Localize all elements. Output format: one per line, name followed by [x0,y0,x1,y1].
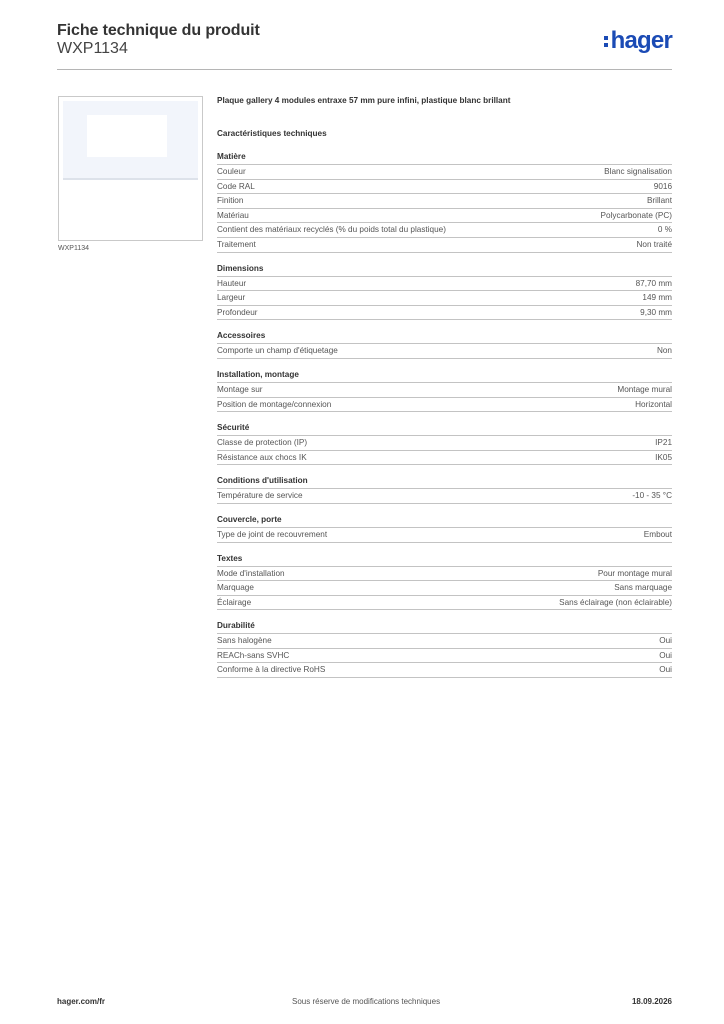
spec-label: Conforme à la directive RoHS [217,665,326,675]
spec-row [217,306,672,321]
spec-label: Résistance aux chocs IK [217,452,307,462]
spec-value: Sans éclairage (non éclairable) [559,597,672,607]
image-caption: WXP1134 [58,245,89,252]
hager-logo [604,27,672,55]
section-title: Sécurité [217,421,672,436]
section-title: Textes [217,552,672,567]
spec-section [217,329,672,359]
spec-value: Oui [659,636,672,646]
spec-value: IK05 [655,452,672,462]
logo-colon-icon [604,34,609,48]
spec-label: Hauteur [217,278,247,288]
product-description: Plaque gallery 4 modules entraxe 57 mm pure infini, plastique blanc brillant [217,96,511,105]
spec-label: Position de montage/connexion [217,399,332,409]
footer-website: hager.com/fr [57,997,106,1006]
spec-row [217,238,672,253]
spec-value: Embout [643,529,672,539]
spec-value: 0 % [657,225,672,235]
spec-value: Non traité [636,239,672,249]
spec-value: -10 - 35 °C [632,491,672,501]
spec-label: Type de joint de recouvrement [217,529,328,539]
spec-label: Mode d'installation [217,568,285,578]
product-reference: WXP1134 [57,40,128,57]
spec-row [217,451,672,466]
spec-section [217,513,672,543]
header-divider [57,69,672,70]
spec-value: Polycarbonate (PC) [600,210,672,220]
spec-value: Blanc signalisation [604,167,672,176]
section-title: Installation, montage [217,368,672,383]
spec-row [217,436,672,451]
spec-value: Pour montage mural [597,568,672,578]
spec-sections [217,150,672,678]
spec-row [217,489,672,504]
spec-label: Marquage [217,583,254,593]
spec-row [217,277,672,292]
spec-label: Classe de protection (IP) [217,438,308,448]
spec-row [217,223,672,238]
spec-label: Traitement [217,239,256,249]
spec-label: Couleur [217,167,246,176]
spec-value: Oui [659,650,672,660]
spec-label: Code RAL [217,181,255,191]
spec-value: 9,30 mm [640,307,672,317]
spec-row [217,344,672,359]
spec-value: 9016 [653,181,672,191]
document-title: Fiche technique du produit [57,22,260,39]
spec-label: Montage sur [217,384,263,394]
spec-row [217,634,672,649]
spec-row [217,596,672,611]
spec-section [217,474,672,504]
spec-row [217,663,672,678]
spec-section [217,552,672,611]
spec-label: Comporte un champ d'étiquetage [217,346,338,356]
spec-label: Profondeur [217,307,258,317]
spec-label: Finition [217,196,244,206]
spec-row [217,398,672,413]
spec-section [217,368,672,412]
spec-row [217,194,672,209]
section-title: Dimensions [217,262,672,277]
spec-label: Contient des matériaux recyclés (% du poids total du plastique) [217,225,446,235]
footer-disclaimer: Sous réserve de modifications techniques [292,997,441,1006]
section-title: Matière [217,150,672,165]
spec-row [217,291,672,306]
page-header [57,22,672,68]
spec-section [217,619,672,678]
specs-content [217,96,672,678]
spec-row [217,209,672,224]
spec-row [217,649,672,664]
section-title: Durabilité [217,619,672,634]
section-title: Conditions d'utilisation [217,474,672,489]
spec-label: REACh-sans SVHC [217,650,290,660]
spec-value: IP21 [655,438,672,448]
spec-row [217,165,672,180]
spec-section [217,421,672,465]
spec-row [217,383,672,398]
specs-heading: Caractéristiques techniques [217,129,327,138]
spec-value: Sans marquage [614,583,672,593]
product-image [58,96,203,241]
logo-text: hager [610,27,672,54]
spec-label: Matériau [217,210,249,220]
section-title: Accessoires [217,329,672,344]
spec-value: 149 mm [642,293,672,303]
spec-row [217,180,672,195]
spec-value: Oui [659,665,672,675]
section-title: Couvercle, porte [217,513,672,528]
spec-row [217,567,672,582]
spec-row [217,528,672,543]
spec-value: Brillant [646,196,672,206]
spec-section [217,262,672,321]
spec-label: Largeur [217,293,246,303]
spec-value: Non [656,346,672,356]
spec-value: Montage mural [617,384,672,394]
spec-label: Sans halogène [217,636,272,646]
plate-window [87,115,167,157]
spec-value: 87,70 mm [635,278,672,288]
spec-row [217,581,672,596]
spec-value: Horizontal [635,399,672,409]
spec-label: Température de service [217,491,303,501]
spec-section [217,150,672,253]
footer-date: 18.09.2026 [631,997,672,1006]
spec-label: Éclairage [217,597,252,607]
